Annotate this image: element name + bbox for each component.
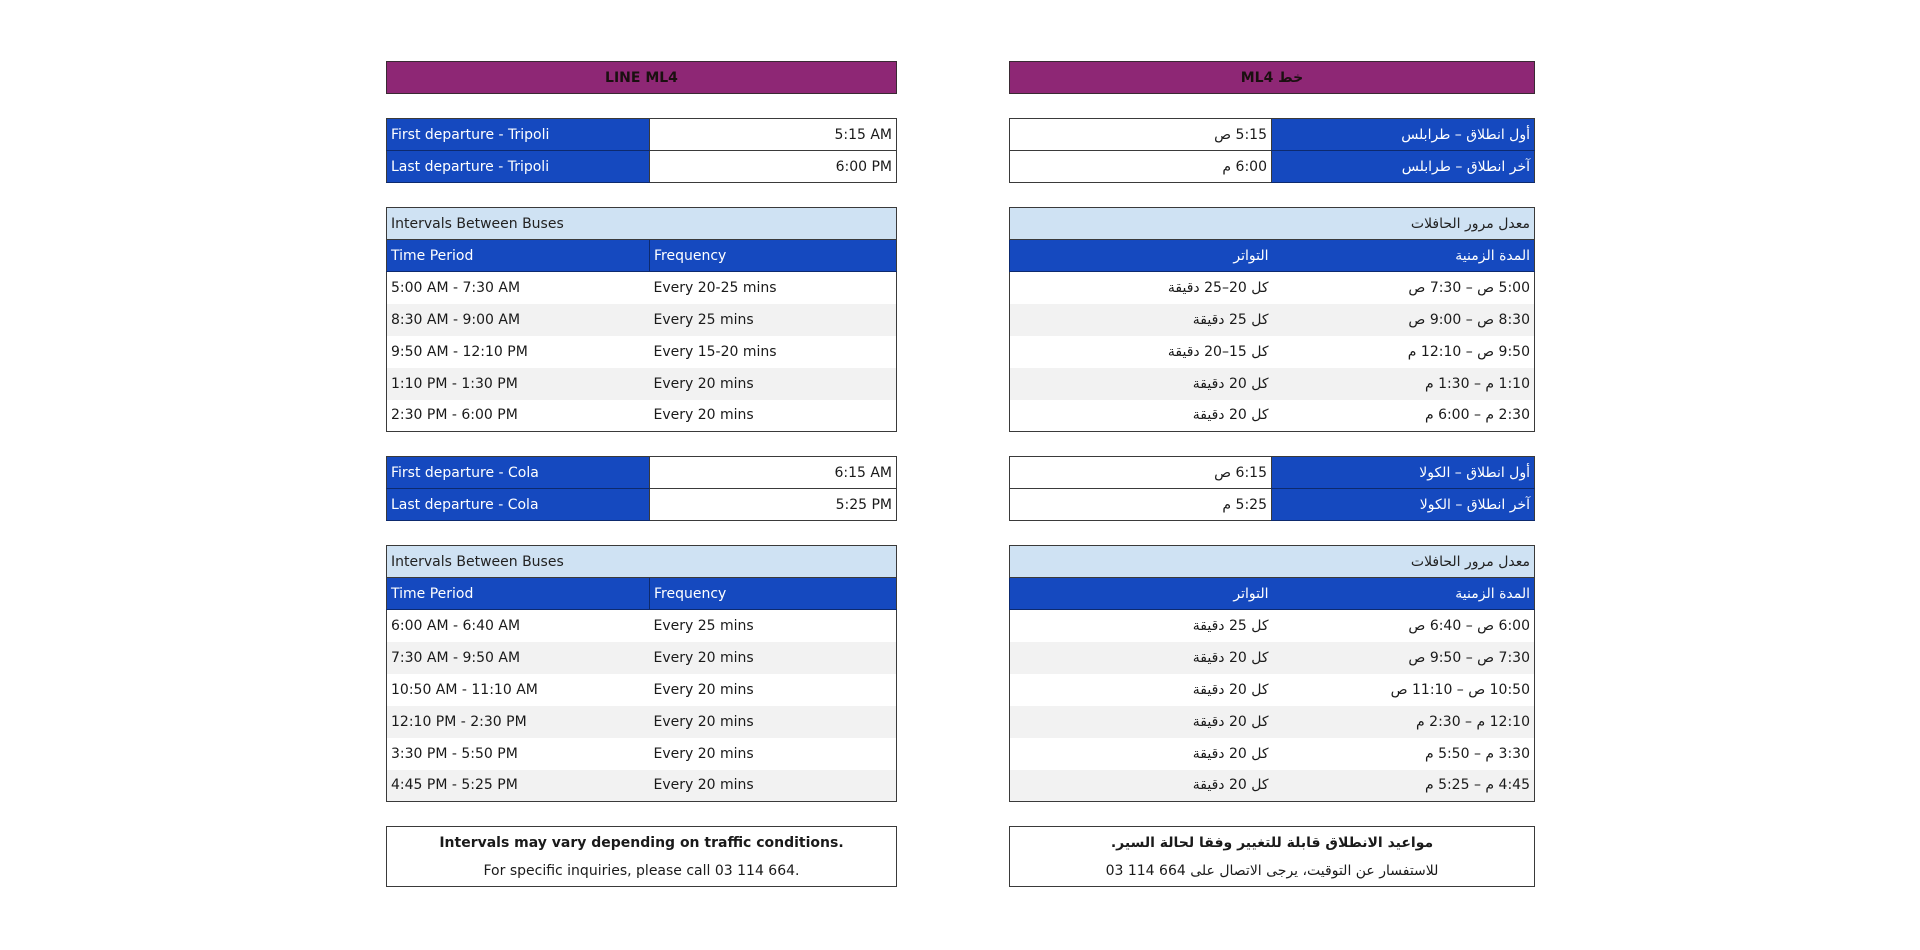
frequency-cell: Every 25 mins	[650, 304, 897, 336]
frequency-cell: كل 20 دقيقة	[1192, 407, 1269, 424]
column-header-frequency: التواتر	[1010, 578, 1273, 610]
frequency-cell: Every 20 mins	[653, 745, 754, 762]
frequency-cell: Every 20 mins	[650, 642, 897, 674]
table-row	[387, 642, 897, 674]
time-period-cell: 10:50 AM - 11:10 AM	[391, 681, 538, 698]
line-title-ar: خط ML4	[1009, 61, 1535, 94]
table-row	[387, 304, 897, 336]
frequency-cell: كل 20 دقيقة	[1010, 368, 1273, 400]
frequency-cell: Every 25 mins	[653, 617, 754, 634]
column-header-frequency: Frequency	[650, 240, 897, 272]
last-departure-tripoli-label: آخر انطلاق – طرابلس	[1272, 151, 1535, 183]
frequency-cell: كل 20 دقيقة	[1192, 745, 1269, 762]
time-period-cell: 10:50 ص – 11:10 ص	[1390, 681, 1530, 698]
table-header-row	[387, 578, 897, 610]
last-departure-cola-label: Last departure - Cola	[387, 489, 650, 521]
english-schedule	[386, 61, 897, 887]
first-departure-cola-label: First departure - Cola	[387, 457, 650, 489]
tripoli-departures-en	[386, 118, 897, 183]
column-header-time-period: المدة الزمنية	[1273, 240, 1535, 272]
frequency-cell: كل 15–20 دقيقة	[1167, 343, 1269, 360]
table-row	[1010, 400, 1535, 432]
table-row	[1010, 610, 1535, 642]
first-departure-tripoli-label: أول انطلاق – طرابلس	[1272, 119, 1535, 151]
notes-box-en	[386, 826, 897, 887]
time-period-cell: 5:00 AM - 7:30 AM	[391, 279, 521, 296]
time-period-cell: 5:00 ص – 7:30 ص	[1408, 279, 1530, 296]
time-period-cell: 2:30 PM - 6:00 PM	[391, 407, 518, 424]
table-row	[1010, 738, 1535, 770]
frequency-cell: كل 20 دقيقة	[1010, 770, 1273, 802]
last-departure-tripoli-value: 6:00 م	[1010, 151, 1272, 183]
inquiry-note: For specific inquiries, please call 03 114 664.	[483, 862, 800, 879]
first-departure-cola-label: أول انطلاق – الكولا	[1272, 457, 1535, 489]
frequency-cell: كل 25 دقيقة	[1010, 304, 1273, 336]
time-period-cell: 9:50 AM - 12:10 PM	[391, 343, 528, 360]
first-departure-cola-value: 6:15 ص	[1010, 457, 1272, 489]
intervals-cola-ar	[1009, 545, 1535, 802]
frequency-cell: Every 20 mins	[650, 770, 897, 802]
last-departure-tripoli-label: Last departure - Tripoli	[387, 151, 650, 183]
first-departure-tripoli-value: 5:15 ص	[1010, 119, 1272, 151]
column-header-time-period: Time Period	[387, 578, 650, 610]
table-header-row	[387, 240, 897, 272]
time-period-cell: 4:45 PM - 5:25 PM	[387, 770, 650, 802]
table-row	[1010, 770, 1535, 802]
time-period-cell: 8:30 AM - 9:00 AM	[387, 304, 650, 336]
time-period-cell: 6:00 ص – 6:40 ص	[1408, 617, 1530, 634]
frequency-cell: Every 20 mins	[653, 407, 754, 424]
column-header-time-period: Time Period	[387, 240, 650, 272]
time-period-cell: 3:30 م – 5:50 م	[1424, 745, 1530, 762]
notes-box-ar	[1009, 826, 1535, 887]
table-header-row	[1010, 578, 1535, 610]
first-departure-tripoli-label: First departure - Tripoli	[387, 119, 650, 151]
last-departure-tripoli-value: 6:00 PM	[650, 151, 897, 183]
table-row	[1010, 304, 1535, 336]
time-period-cell: 3:30 PM - 5:50 PM	[391, 745, 518, 762]
table-row	[1010, 336, 1535, 368]
intervals-cola-en	[386, 545, 897, 802]
column-header-frequency: Frequency	[650, 578, 897, 610]
table-row	[387, 368, 897, 400]
frequency-cell: كل 20 دقيقة	[1010, 706, 1273, 738]
intervals-caption: معدل مرور الحافلات	[1010, 208, 1535, 240]
table-row	[387, 457, 897, 489]
table-row	[387, 738, 897, 770]
table-row	[387, 272, 897, 304]
table-row	[387, 770, 897, 802]
table-row	[1010, 119, 1535, 151]
cola-departures-ar	[1009, 456, 1535, 521]
intervals-caption: Intervals Between Buses	[387, 208, 897, 240]
table-row	[387, 119, 897, 151]
time-period-cell: 4:45 م – 5:25 م	[1273, 770, 1535, 802]
cola-departures-en	[386, 456, 897, 521]
table-row	[387, 489, 897, 521]
inquiry-note: للاستفسار عن التوقيت، يرجى الاتصال على 664 114 03	[1105, 862, 1439, 879]
line-title-en: LINE ML4	[386, 61, 897, 94]
table-row	[1010, 642, 1535, 674]
table-row	[1010, 368, 1535, 400]
arabic-schedule	[1009, 61, 1535, 887]
time-period-cell: 8:30 ص – 9:00 ص	[1273, 304, 1535, 336]
first-departure-tripoli-value: 5:15 AM	[650, 119, 897, 151]
frequency-cell: كل 20 دقيقة	[1192, 681, 1269, 698]
tripoli-departures-ar	[1009, 118, 1535, 183]
table-row	[1010, 489, 1535, 521]
time-period-cell: 7:30 AM - 9:50 AM	[387, 642, 650, 674]
table-row	[1010, 706, 1535, 738]
frequency-cell: Every 15-20 mins	[653, 343, 777, 360]
table-row	[387, 400, 897, 432]
frequency-cell: Every 20 mins	[650, 706, 897, 738]
time-period-cell: 6:00 AM - 6:40 AM	[391, 617, 521, 634]
table-row	[1010, 674, 1535, 706]
traffic-note: Intervals may vary depending on traffic conditions.	[439, 834, 844, 851]
time-period-cell: 2:30 م – 6:00 م	[1424, 407, 1530, 424]
table-row	[1010, 457, 1535, 489]
intervals-caption: Intervals Between Buses	[387, 546, 897, 578]
time-period-cell: 1:10 م – 1:30 م	[1273, 368, 1535, 400]
time-period-cell: 1:10 PM - 1:30 PM	[387, 368, 650, 400]
table-row	[1010, 151, 1535, 183]
table-row	[387, 151, 897, 183]
column-header-time-period: المدة الزمنية	[1273, 578, 1535, 610]
column-header-frequency: التواتر	[1010, 240, 1273, 272]
intervals-tripoli-en	[386, 207, 897, 432]
intervals-caption: معدل مرور الحافلات	[1010, 546, 1535, 578]
table-row	[387, 706, 897, 738]
table-row	[387, 674, 897, 706]
frequency-cell: Every 20 mins	[653, 681, 754, 698]
frequency-cell: كل 20 دقيقة	[1010, 642, 1273, 674]
frequency-cell: كل 20–25 دقيقة	[1167, 279, 1269, 296]
table-row	[387, 336, 897, 368]
table-row	[1010, 272, 1535, 304]
time-period-cell: 12:10 PM - 2:30 PM	[387, 706, 650, 738]
last-departure-cola-value: 5:25 م	[1010, 489, 1272, 521]
time-period-cell: 12:10 م – 2:30 م	[1273, 706, 1535, 738]
frequency-cell: Every 20-25 mins	[653, 279, 777, 296]
traffic-note: مواعيد الانطلاق قابلة للتغيير وفقا لحالة السير.	[1110, 834, 1434, 851]
last-departure-cola-value: 5:25 PM	[650, 489, 897, 521]
last-departure-cola-label: آخر انطلاق – الكولا	[1272, 489, 1535, 521]
table-row	[387, 610, 897, 642]
time-period-cell: 9:50 ص – 12:10 م	[1407, 343, 1530, 360]
intervals-tripoli-ar	[1009, 207, 1535, 432]
table-header-row	[1010, 240, 1535, 272]
first-departure-cola-value: 6:15 AM	[650, 457, 897, 489]
frequency-cell: كل 25 دقيقة	[1192, 617, 1269, 634]
time-period-cell: 7:30 ص – 9:50 ص	[1273, 642, 1535, 674]
frequency-cell: Every 20 mins	[650, 368, 897, 400]
